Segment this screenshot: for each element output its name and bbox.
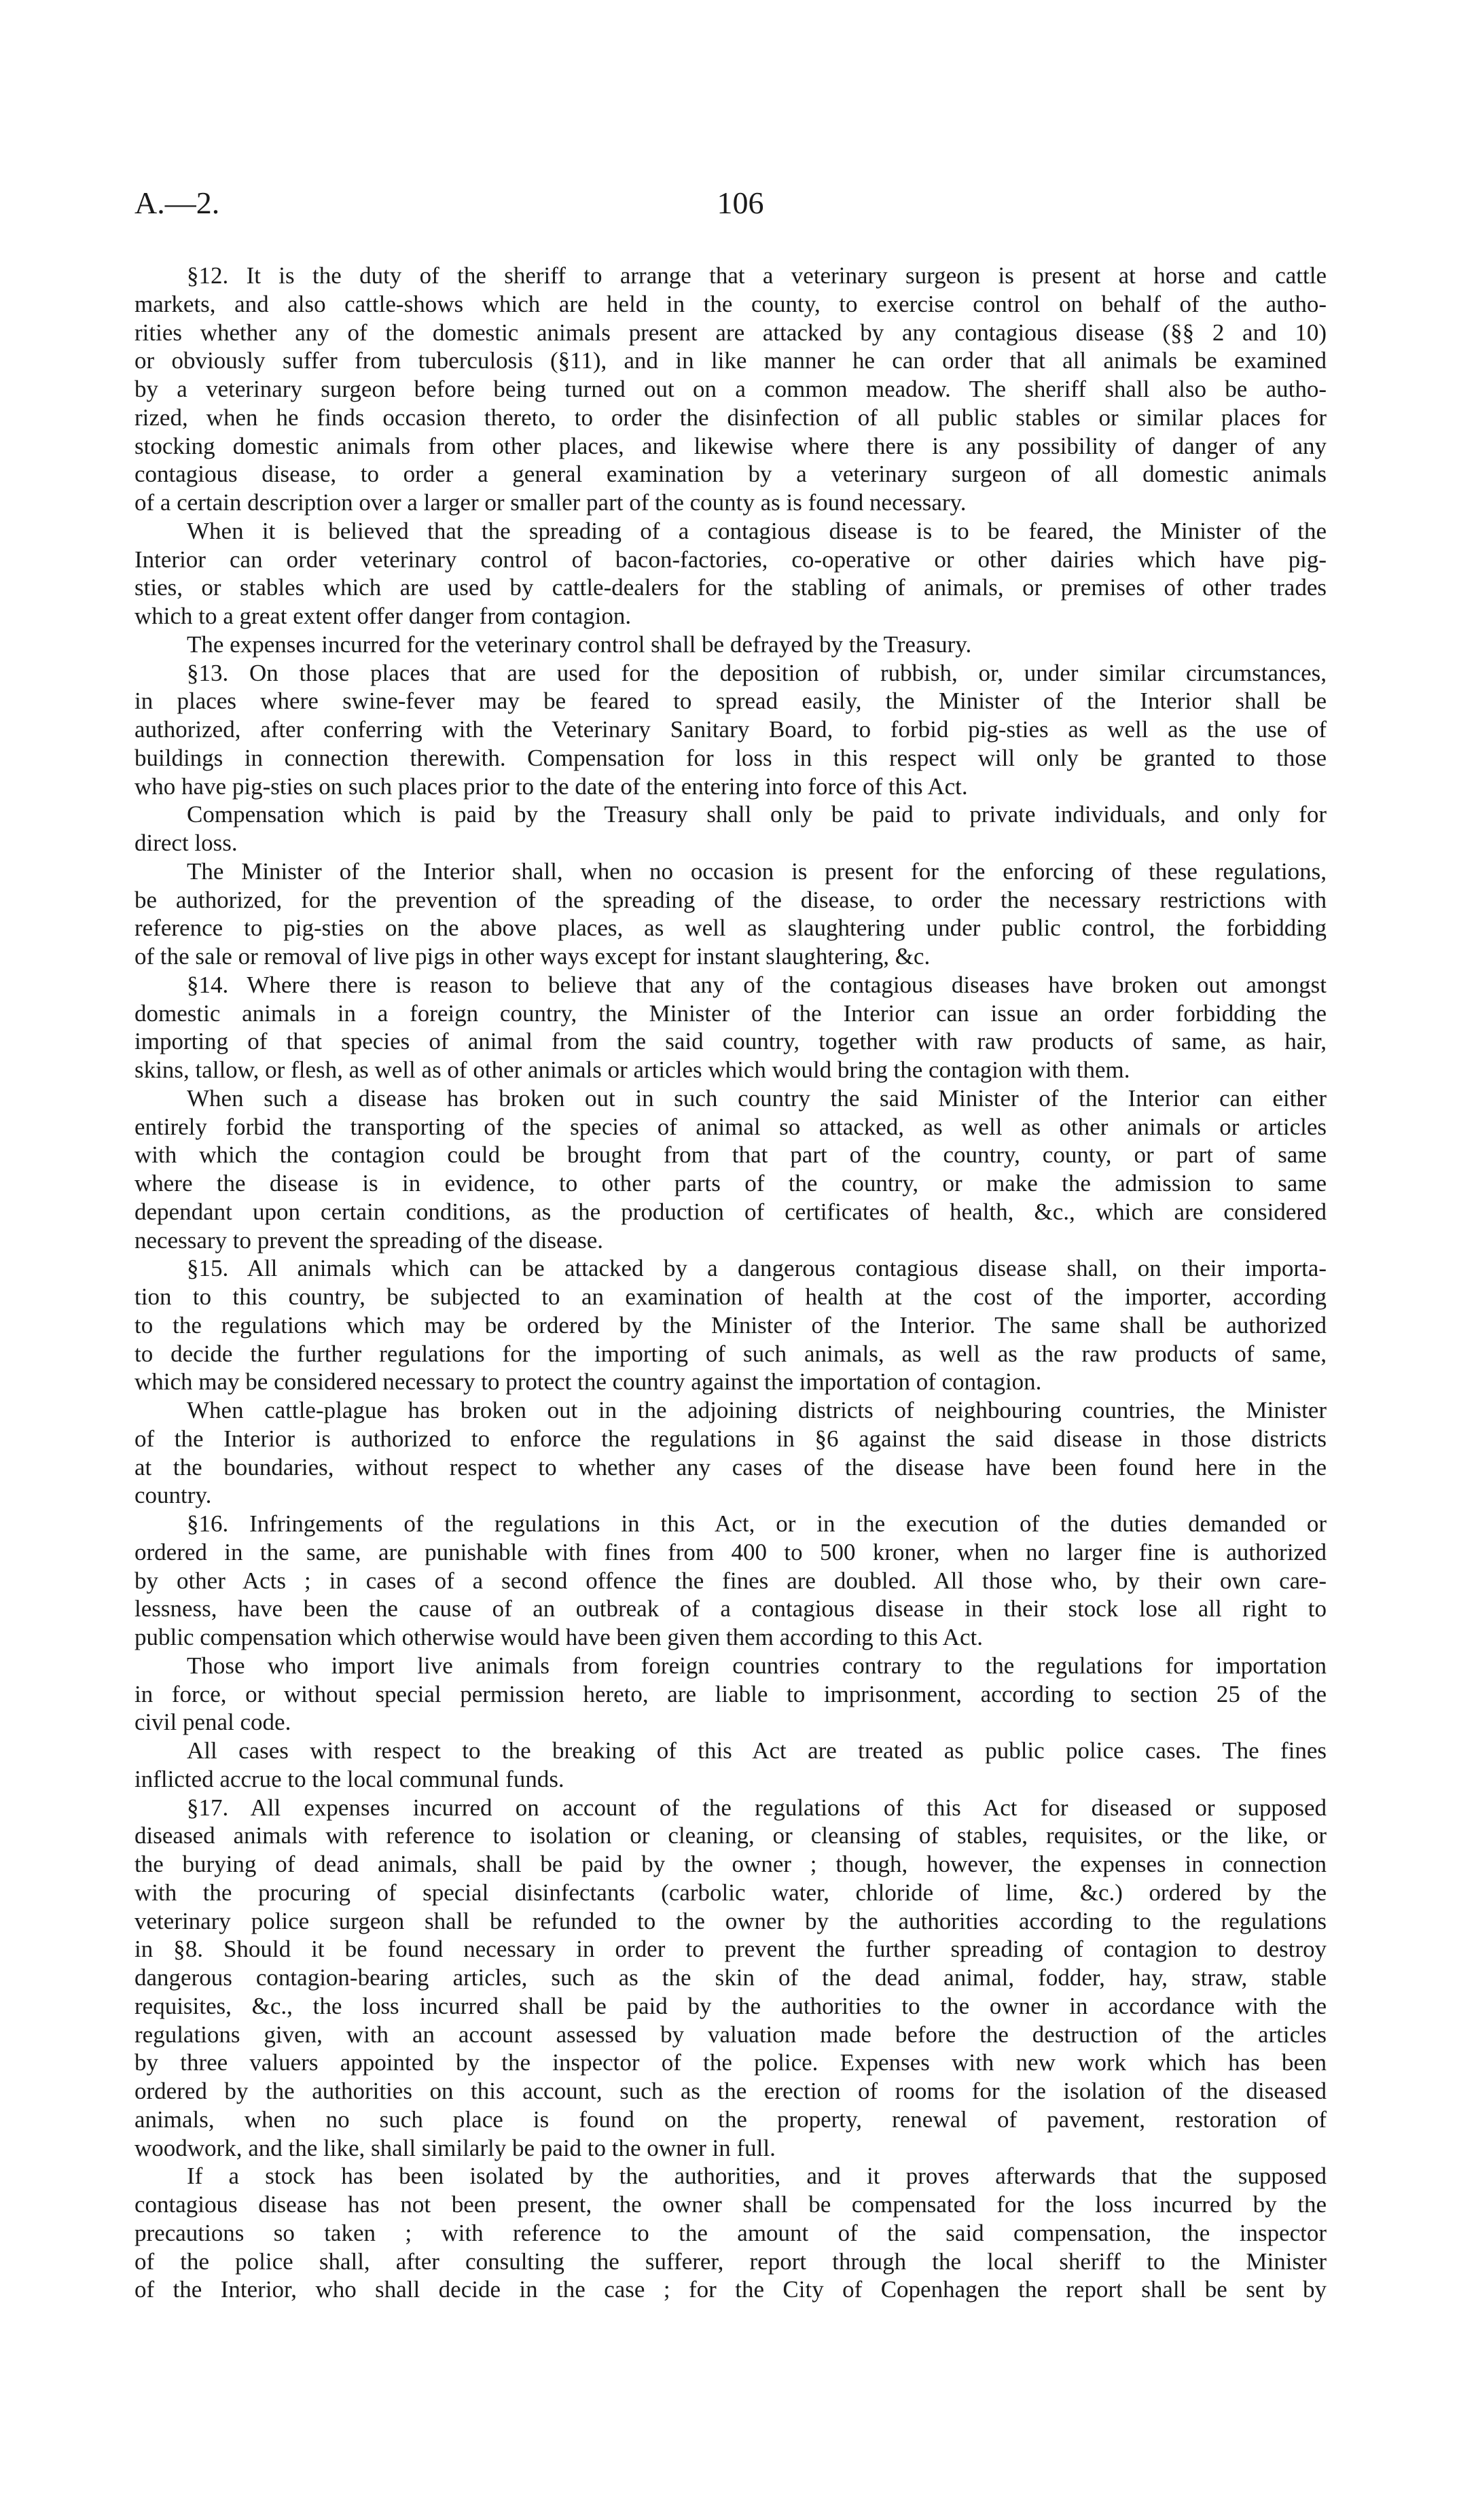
text-line: If a stock has been isolated by the authorities, and it proves afterwards that the supposed <box>187 2163 1327 2190</box>
paragraph <box>134 1084 1327 1255</box>
text-line: or obviously suffer from tuberculosis (§11), and in like manner he can order that all animals be examined <box>134 347 1327 374</box>
text-line: of a certain description over a larger or smaller part of the county as is found necessary. <box>134 489 967 516</box>
text-line: at the boundaries, without respect to whether any cases of the disease have been found here in the <box>134 1453 1327 1480</box>
text-line: where the disease is in evidence, to other parts of the country, or make the admission to same <box>134 1170 1327 1196</box>
paragraph <box>134 1396 1327 1510</box>
text-line: The expenses incurred for the veterinary control shall be defrayed by the Treasury. <box>187 631 972 658</box>
text-line: lessness, have been the cause of an outbreak of a contagious disease in their stock lose all right to <box>134 1595 1327 1622</box>
paragraph <box>134 517 1327 631</box>
text-line: stocking domestic animals from other places, and likewise where there is any possibility of danger of any <box>134 432 1327 459</box>
text-line: entirely forbid the transporting of the species of animal so attacked, as well as other animals or articles <box>134 1113 1327 1140</box>
text-line: All cases with respect to the breaking of this Act are treated as public police cases. The fines <box>187 1737 1327 1764</box>
text-line: When it is believed that the spreading of a contagious disease is to be feared, the Minister of the <box>187 517 1327 544</box>
text-line: country. <box>134 1482 212 1509</box>
text-line: sties, or stables which are used by cattle-dealers for the stabling of animals, or premises of other trades <box>134 574 1327 601</box>
text-line: reference to pig-sties on the above places, as well as slaughtering under public control, the forbidding <box>134 915 1327 942</box>
text-line: civil penal code. <box>134 1709 291 1736</box>
text-line: in §8. Should it be found necessary in order to prevent the further spreading of contagion to destroy <box>134 1936 1327 1963</box>
text-line: tion to this country, be subjected to an examination of health at the cost of the importer, according <box>134 1283 1327 1310</box>
text-line: of the Interior, who shall decide in the case ; for the City of Copenhagen the report shall be sent by <box>134 2276 1327 2303</box>
text-line: of the Interior is authorized to enforce the regulations in §6 against the said disease in those districts <box>134 1425 1327 1452</box>
text-line: by a veterinary surgeon before being turned out on a common meadow. The sheriff shall also be autho- <box>134 376 1327 402</box>
text-line: direct loss. <box>134 830 238 856</box>
paragraph <box>134 1652 1327 1737</box>
text-line: §13. On those places that are used for the deposition of rubbish, or, under similar circumstances, <box>187 659 1327 686</box>
text-line: necessary to prevent the spreading of the disease. <box>134 1226 604 1254</box>
text-line: by other Acts ; in cases of a second offence the fines are doubled. All those who, by their own care- <box>134 1567 1327 1594</box>
paragraph <box>134 262 1327 517</box>
paragraph <box>134 800 1327 857</box>
text-line: §16. Infringements of the regulations in this Act, or in the execution of the duties demanded or <box>187 1510 1327 1537</box>
text-line: of the police shall, after consulting the sufferer, report through the local sheriff to the Minister <box>134 2248 1327 2275</box>
text-line: When such a disease has broken out in such country the said Minister of the Interior can either <box>187 1084 1327 1112</box>
text-line: §17. All expenses incurred on account of the regulations of this Act for diseased or supposed <box>187 1794 1327 1821</box>
text-line: When cattle-plague has broken out in the adjoining districts of neighbouring countries, the Minister <box>187 1397 1327 1423</box>
text-line: regulations given, with an account assessed by valuation made before the destruction of the articles <box>134 2021 1327 2048</box>
text-line: §12. It is the duty of the sheriff to arrange that a veterinary surgeon is present at horse and cattle <box>187 262 1327 289</box>
text-line: of the sale or removal of live pigs in other ways except for instant slaughtering, &c. <box>134 943 931 970</box>
text-line: domestic animals in a foreign country, the Minister of the Interior can issue an order forbidding the <box>134 999 1327 1027</box>
text-line: §14. Where there is reason to believe that any of the contagious diseases have broken out amongst <box>187 971 1327 998</box>
text-line: veterinary police surgeon shall be refunded to the owner by the authorities according to the regulations <box>134 1907 1327 1934</box>
text-line: by three valuers appointed by the inspector of the police. Expenses with new work which has been <box>134 2049 1327 2076</box>
text-line: contagious disease, to order a general examination by a veterinary surgeon of all domestic animals <box>134 461 1327 488</box>
text-line: to the regulations which may be ordered by the Minister of the Interior. The same shall be authorized <box>134 1311 1327 1338</box>
paragraph <box>134 857 1327 971</box>
document-reference: A.—2. <box>134 185 220 220</box>
page-number: 106 <box>717 185 764 220</box>
text-line: in force, or without special permission hereto, are liable to imprisonment, according to section 25 of the <box>134 1680 1327 1707</box>
text-line: inflicted accrue to the local communal funds. <box>134 1765 564 1792</box>
text-line: with the procuring of special disinfectants (carbolic water, chloride of lime, &c.) ordered by the <box>134 1879 1327 1906</box>
text-line: which to a great extent offer danger from contagion. <box>134 603 632 629</box>
paragraph <box>134 631 1327 659</box>
text-line: Compensation which is paid by the Treasury shall only be paid to private individuals, and only for <box>187 801 1327 828</box>
text-line: which may be considered necessary to protect the country against the importation of contagion. <box>134 1368 1042 1396</box>
text-line: ordered by the authorities on this account, such as the erection of rooms for the isolation of the diseased <box>134 2078 1327 2104</box>
text-line: Interior can order veterinary control of bacon-factories, co-operative or other dairies which have pig- <box>134 546 1327 573</box>
text-line: animals, when no such place is found on the property, renewal of pavement, restoration of <box>134 2106 1327 2133</box>
text-line: diseased animals with reference to isolation or cleaning, or cleansing of stables, requisites, or the like, or <box>134 1822 1327 1849</box>
text-line: precautions so taken ; with reference to the amount of the said compensation, the inspector <box>134 2219 1327 2246</box>
text-line: rities whether any of the domestic animals present are attacked by any contagious disease (§§ 2 and 10) <box>134 319 1327 346</box>
text-line: contagious disease has not been present, the owner shall be compensated for the loss incurred by the <box>134 2191 1327 2218</box>
text-line: requisites, &c., the loss incurred shall be paid by the authorities to the owner in accordance with the <box>134 1992 1327 2019</box>
text-line: §15. All animals which can be attacked by a dangerous contagious disease shall, on their importa- <box>187 1255 1327 1282</box>
text-line: dependant upon certain conditions, as the production of certificates of health, &c., which are considered <box>134 1198 1327 1225</box>
text-line: skins, tallow, or flesh, as well as of other animals or articles which would bring the contagion with them. <box>134 1057 1130 1083</box>
text-line: rized, when he finds occasion thereto, to order the disinfection of all public stables or similar places for <box>134 404 1327 431</box>
text-line: be authorized, for the prevention of the spreading of the disease, to order the necessary restrictions with <box>134 886 1327 913</box>
text-line: importing of that species of animal from the said country, together with raw products of same, as hair, <box>134 1028 1327 1055</box>
text-line: to decide the further regulations for the importing of such animals, as well as the raw products of same, <box>134 1340 1327 1367</box>
text-line: public compensation which otherwise would have been given them according to this Act. <box>134 1624 983 1650</box>
paragraph <box>134 1794 1327 2163</box>
paragraph <box>134 659 1327 801</box>
text-line: buildings in connection therewith. Compensation for loss in this respect will only be granted to those <box>134 744 1327 771</box>
paragraph <box>134 971 1327 1084</box>
paragraph <box>134 2162 1327 2304</box>
text-line: ordered in the same, are punishable with fines from 400 to 500 kroner, when no larger fine is authorized <box>134 1538 1327 1565</box>
text-line: in places where swine-fever may be feared to spread easily, the Minister of the Interior shall be <box>134 688 1327 715</box>
paragraph <box>134 1737 1327 1794</box>
text-line: Those who import live animals from foreign countries contrary to the regulations for importation <box>187 1652 1327 1679</box>
text-line: dangerous contagion-bearing articles, such as the skin of the dead animal, fodder, hay, straw, stable <box>134 1964 1327 1991</box>
text-line: authorized, after conferring with the Veterinary Sanitary Board, to forbid pig-sties as well as the use of <box>134 716 1327 743</box>
text-line: markets, and also cattle-shows which are held in the county, to exercise control on behalf of the autho- <box>134 290 1327 317</box>
text-line: the burying of dead animals, shall be paid by the owner ; though, however, the expenses in connection <box>134 1851 1327 1877</box>
text-line: The Minister of the Interior shall, when no occasion is present for the enforcing of these regulations, <box>187 857 1327 885</box>
document-body <box>134 262 1327 2304</box>
text-line: who have pig-sties on such places prior to the date of the entering into force of this Act. <box>134 773 968 800</box>
text-line: woodwork, and the like, shall similarly be paid to the owner in full. <box>134 2134 776 2161</box>
text-line: with which the contagion could be brought from that part of the country, county, or part of same <box>134 1141 1327 1169</box>
paragraph <box>134 1510 1327 1652</box>
paragraph <box>134 1254 1327 1396</box>
